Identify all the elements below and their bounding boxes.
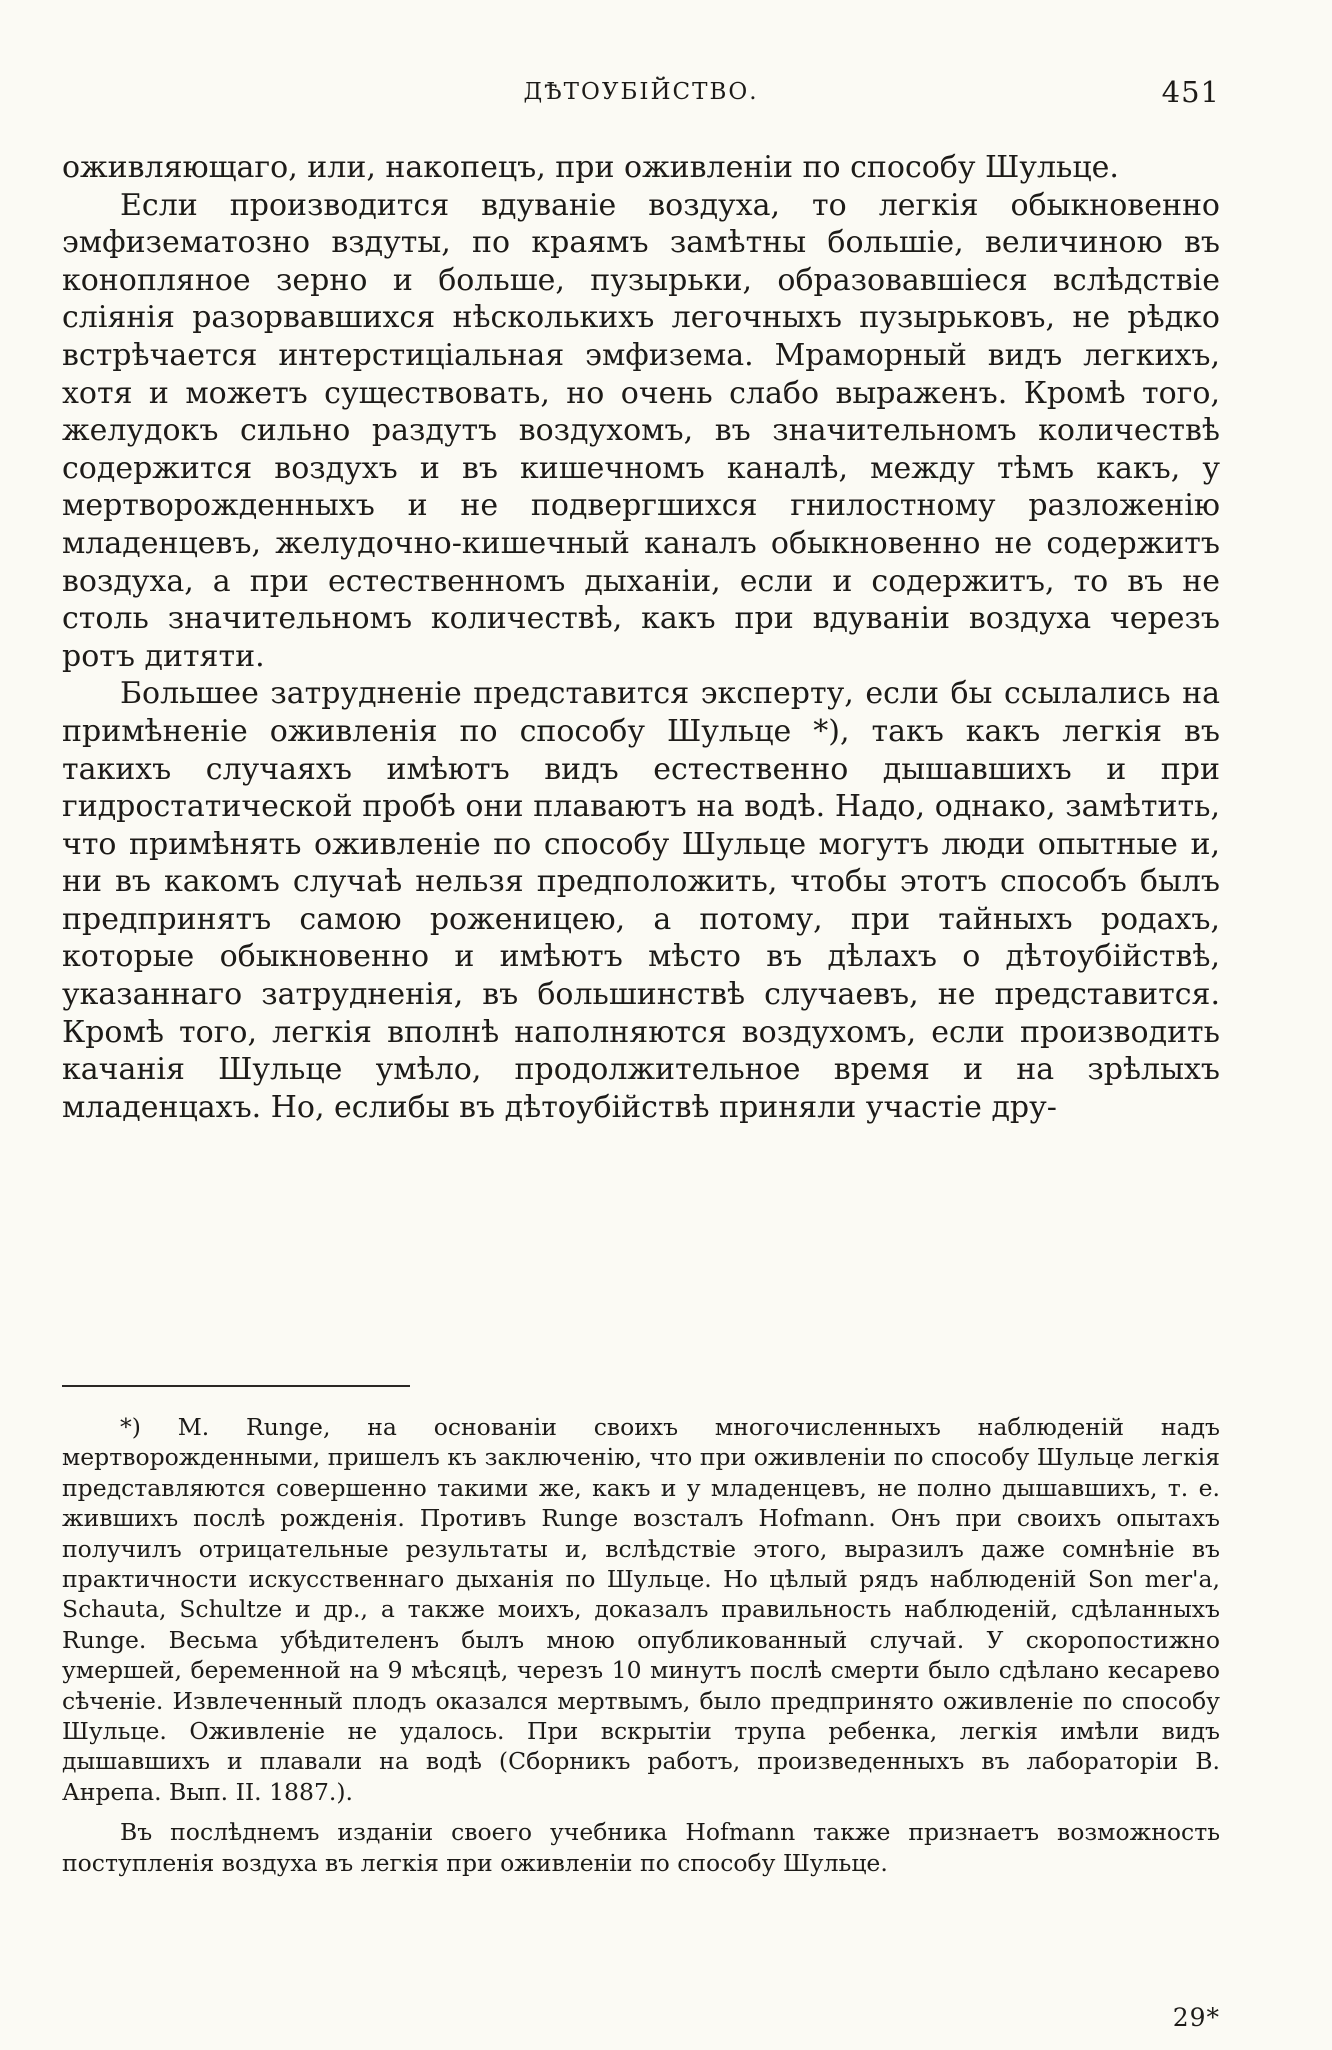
footnote-runge: *) M. Runge, на основаніи своихъ многочисленныхъ наблюденій надъ мертворожденными, пришелъ къ заключенію, что при оживленіи по способу Шульце легкія представляются совершенно такими же, какъ и у младенцевъ, не полно дышавшихъ, т. е. жившихъ послѣ рожденія. Противъ Runge возсталъ Hofmann. Онъ при своихъ опытахъ получилъ отрицательные результаты и, вслѣдствіе этого, выразилъ даже сомнѣніе въ практичности искусственнаго дыханія по Шульце. Но цѣлый рядъ наблюденій Son mer'a, Schauta, Schultze и др., а также моихъ, доказалъ правильность наблюденій, сдѣланныхъ Runge. Весьма убѣдителенъ былъ мною опубликованный случай. У скоропостижно умершей, беременной на 9 мѣсяцѣ, черезъ 10 минутъ послѣ смерти было сдѣлано кесарево сѣченіе. Извлеченный плодъ оказался мертвымъ, было предпринято оживленіе по способу Шульце. Оживленіе не удалось. При вскрытіи трупа ребенка, легкія имѣли видъ дышавшихъ и плавали на водѣ (Сборникъ работъ, произведенныхъ въ лабораторіи В. Анрепа. Вып. II. 1887.). (62, 1413, 1220, 1806)
footnote-hofmann: Въ послѣднемъ изданіи своего учебника Hofmann также признаетъ возможность поступленія воздуха въ легкія при оживленіи по способу Шульце. (62, 1818, 1220, 1877)
signature-mark: 29* (1172, 2003, 1220, 2032)
paragraph-continuation: оживляющаго, или, накопецъ, при оживленіи по способу Шульце. (62, 150, 1119, 185)
footnote-divider (62, 1385, 410, 1387)
running-head (62, 72, 1220, 112)
running-title: ДѢТОУБІЙСТВО. (523, 79, 759, 105)
page-number: 451 (1161, 75, 1220, 109)
footnotes (62, 1412, 1220, 1878)
paragraph-schultze-method: Большее затрудненіе представится эксперту, если бы ссылались на примѣненіе оживленія по способу Шульце *), такъ какъ легкія въ такихъ случаяхъ имѣютъ видъ естественно дышавшихъ и при гидростатической пробѣ они плаваютъ на водѣ. Надо, однако, замѣтить, что примѣнять оживленіе по способу Шульце могутъ люди опытные и, ни въ какомъ случаѣ нельзя предположить, чтобы этотъ способъ былъ предпринятъ самою роженицею, а потому, при тайныхъ родахъ, которые обыкновенно и имѣютъ мѣсто въ дѣлахъ о дѣтоубійствѣ, указаннаго затрудненія, въ большинствѣ случаевъ, не представится. Кромѣ того, легкія вполнѣ наполняются воздухомъ, если производить качанія Шульце умѣло, продолжительное время и на зрѣлыхъ младенцахъ. Но, еслибы въ дѣтоубійствѣ приняли участіе дру- (62, 676, 1220, 1125)
main-text (62, 149, 1220, 1126)
paragraph-insufflation: Если производится вдуваніе воздуха, то легкія обыкновенно эмфизематозно вздуты, по краямъ замѣтны большіе, величиною въ конопляное зерно и больше, пузырьки, образовавшіеся вслѣдствіе слiянiя разорвавшихся нѣсколькихъ легочныхъ пузырьковъ, не рѣдко встрѣчается интерстиціальная эмфизема. Мраморный видъ легкихъ, хотя и можетъ существовать, но очень слабо выраженъ. Кромѣ того, желудокъ сильно раздутъ воздухомъ, въ значительномъ количествѣ содержится воздухъ и въ кишечномъ каналѣ, между тѣмъ какъ, у мертворожденныхъ и не подвергшихся гнилостному разложенію младенцевъ, желудочно-кишечный каналъ обыкновенно не содержитъ воздуха, а при естественномъ дыханіи, если и содержитъ, то въ не столь значительномъ количествѣ, какъ при вдуваніи воздуха черезъ ротъ дитяти. (62, 187, 1220, 674)
